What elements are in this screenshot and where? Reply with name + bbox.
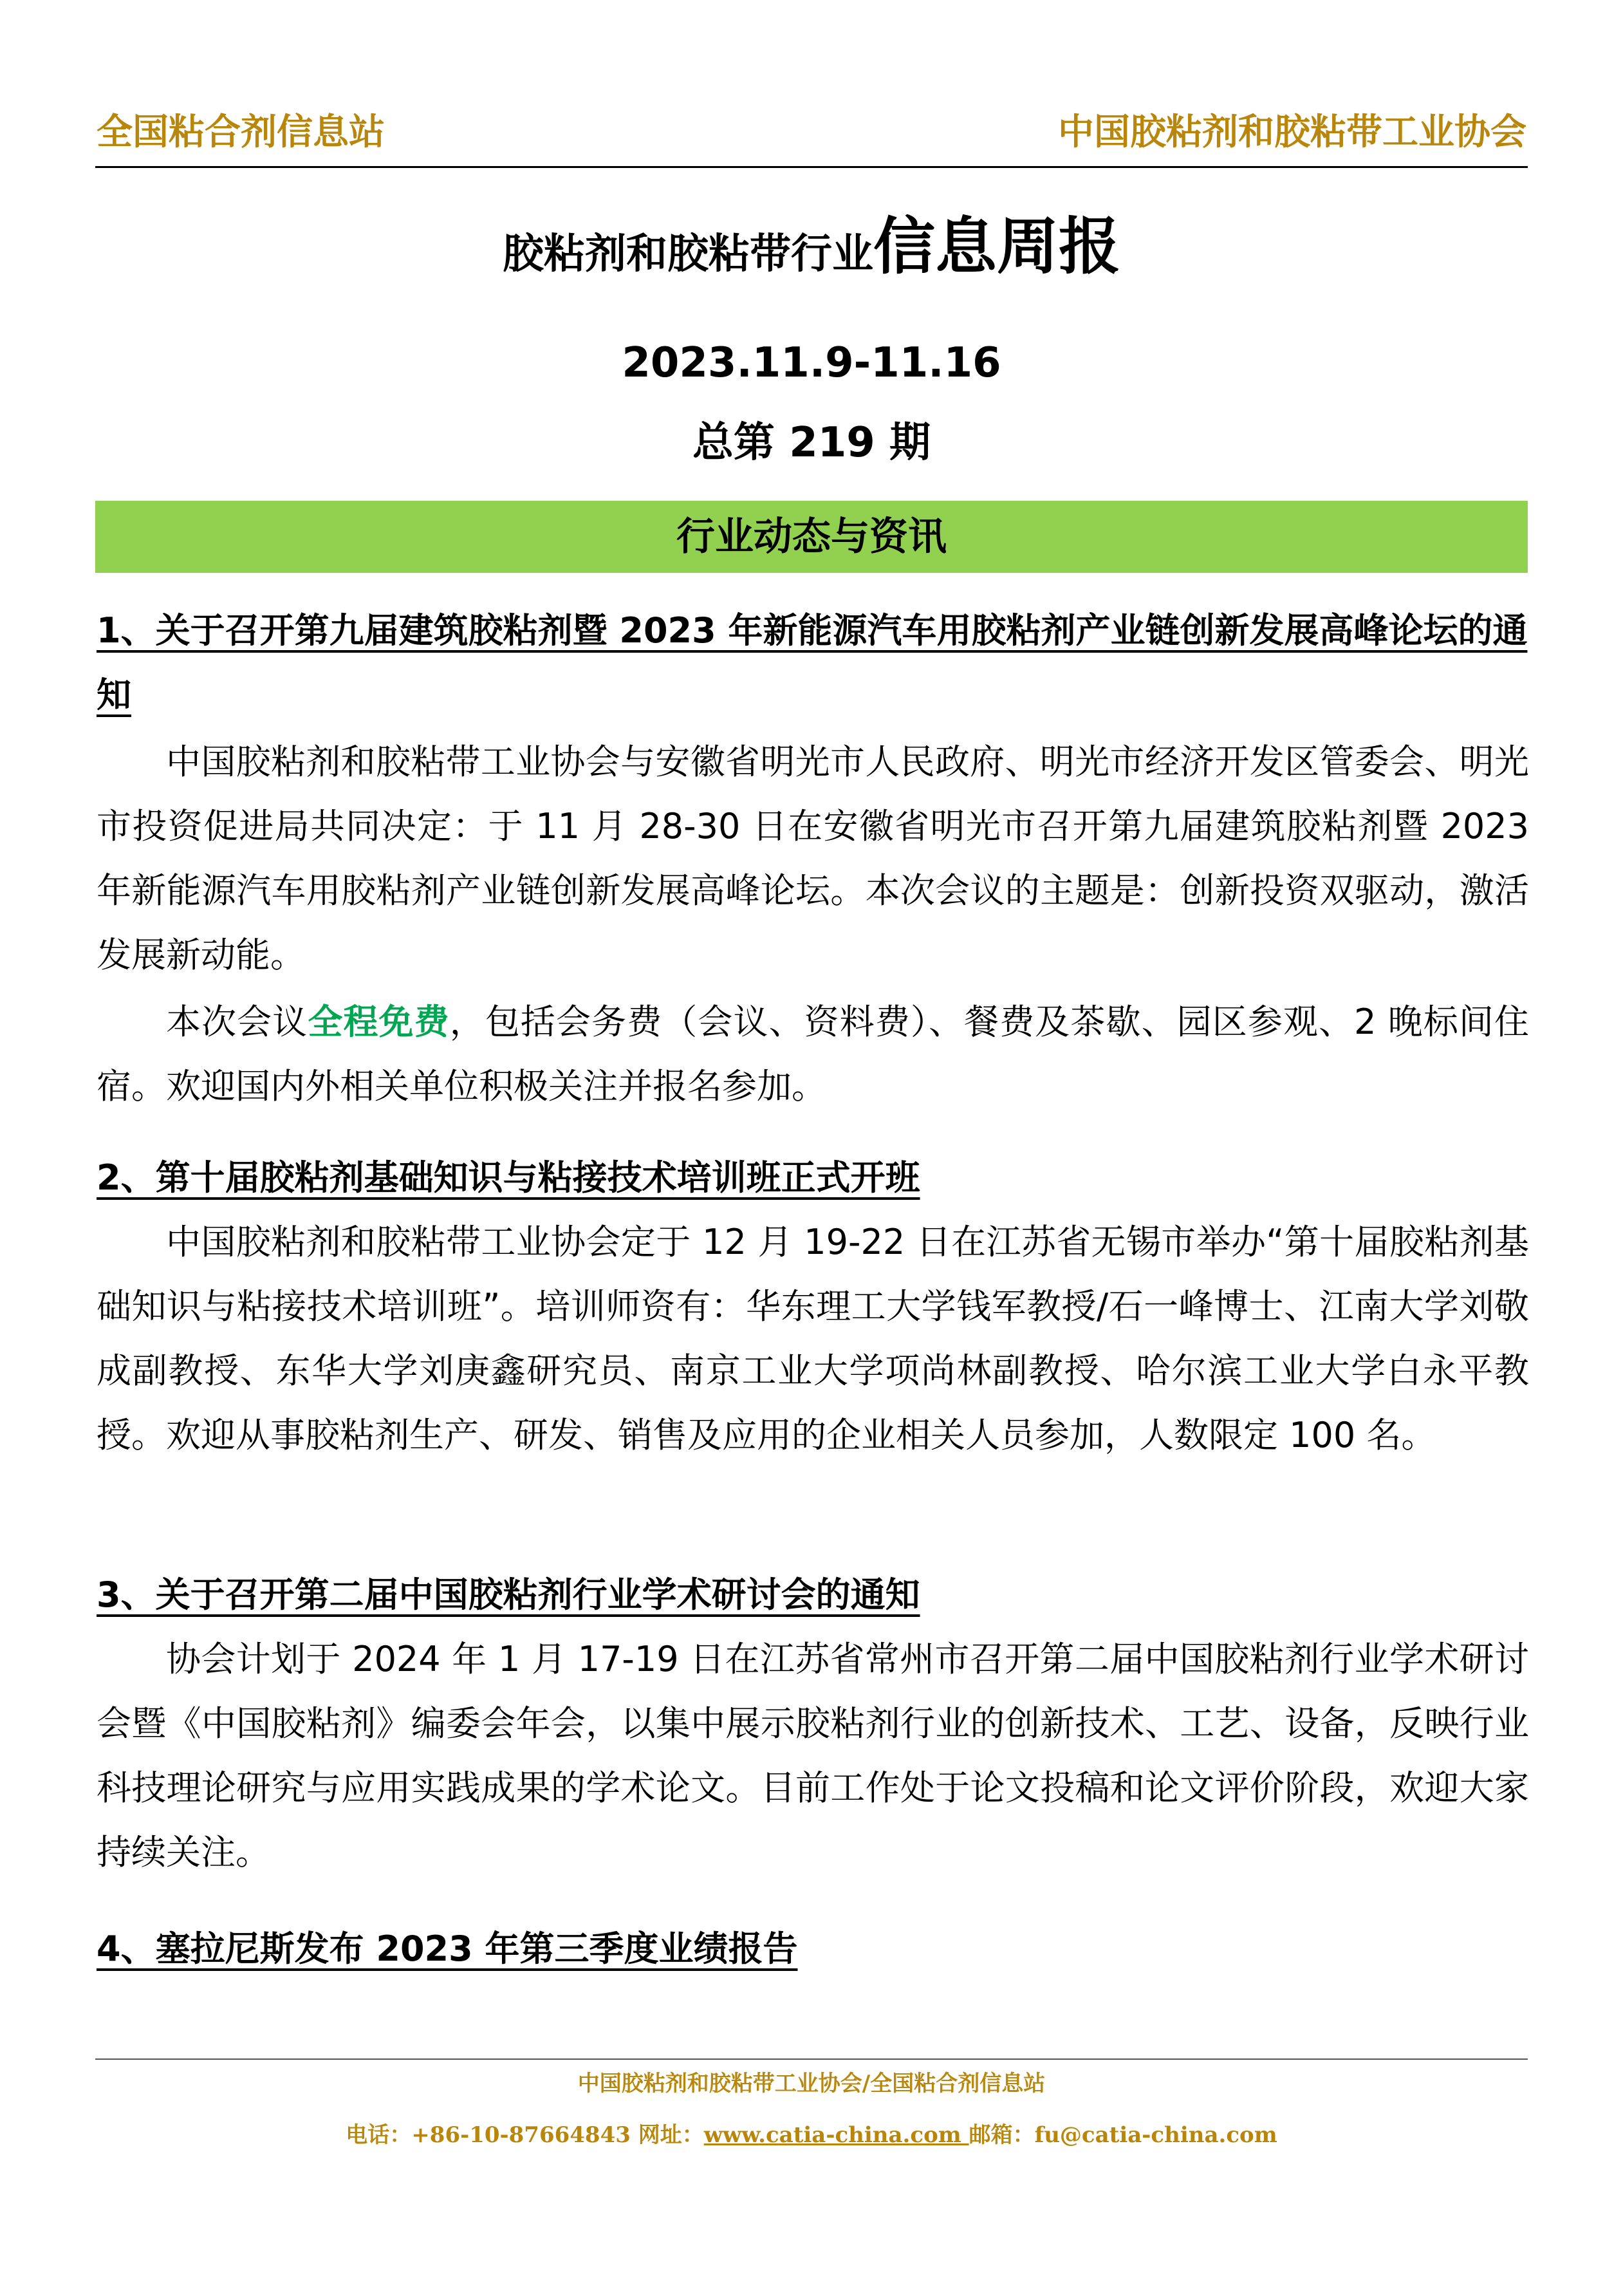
article-1-p2-post: ，包括会务费（会议、资料费）、餐费及茶歇、园区参观、2 晚标间住宿。欢迎国内外相关单位积极关注并报名参加。 [97, 1002, 1530, 1106]
footer-rule [95, 2058, 1528, 2060]
article-3-paragraph-1: 协会计划于 2024 年 1 月 17-19 日在江苏省常州市召开第二届中国胶粘剂行业学术研讨会暨《中国胶粘剂》编委会年会，以集中展示胶粘剂行业的创新技术、工艺、设备，反映行业科技理论研究与应用实践成果的学术论文。目前工作处于论文投稿和论文评价阶段，欢迎大家持续关注。 [97, 1639, 1529, 1872]
footer-org: 中国胶粘剂和胶粘带工业协会/全国粘合剂信息站 [577, 2071, 1046, 2096]
footer-contact [0, 2118, 1623, 2152]
article-1-heading[interactable]: 1、关于召开第九届建筑胶粘剂暨 2023 年新能源汽车用胶粘剂产业链创新发展高峰论坛的通知 [97, 610, 1528, 715]
free-highlight: 全程免费 [308, 1002, 450, 1042]
article-3-heading[interactable]: 3、关于召开第二届中国胶粘剂行业学术研讨会的通知 [97, 1574, 920, 1615]
article-4-heading[interactable]: 4、塞拉尼斯发布 2023 年第三季度业绩报告 [97, 1928, 798, 1969]
article-1-paragraph-1: 中国胶粘剂和胶粘带工业协会与安徽省明光市人民政府、明光市经济开发区管委会、明光市投资促进局共同决定：于 11 月 28-30 日在安徽省明光市召开第九届建筑胶粘剂暨 2023 年新能源汽车用胶粘剂产业链创新发展高峰论坛。本次会议的主题是：创新投资双驱动，激活发展新动能。 [97, 742, 1529, 975]
section-heading: 行业动态与资讯 [95, 501, 1528, 573]
article-1-p2-pre: 本次会议 [166, 1002, 308, 1042]
article-2-paragraph-1: 中国胶粘剂和胶粘带工业协会定于 12 月 19-22 日在江苏省无锡市举办“第十届胶粘剂基础知识与粘接技术培训班”。培训师资有：华东理工大学钱军教授/石一峰博士、江南大学刘敬成副教授、东华大学刘庚鑫研究员、南京工业大学项尚林副教授、哈尔滨工业大学白永平教授。欢迎从事胶粘剂生产、研发、销售及应用的企业相关人员参加，人数限定 100 名。 [97, 1222, 1529, 1455]
page-title [0, 210, 1623, 283]
issue-number: 总第 219 期 [692, 419, 931, 467]
footer-phone: 电话：+86-10-87664843 网址： [346, 2122, 704, 2148]
article-1-paragraph-2 [97, 990, 1529, 1119]
title-small: 胶粘剂和胶粘带行业 [503, 230, 873, 278]
issue-date: 2023.11.9-11.16 [622, 339, 1001, 387]
title-big: 信息周报 [873, 210, 1120, 283]
header-rule [95, 166, 1528, 168]
header-right-title: 中国胶粘剂和胶粘带工业协会 [1058, 111, 1526, 153]
website-link[interactable]: www.catia-china.com [703, 2122, 969, 2148]
header-left-title: 全国粘合剂信息站 [97, 111, 385, 153]
article-2-heading[interactable]: 2、第十届胶粘剂基础知识与粘接技术培训班正式开班 [97, 1157, 920, 1198]
footer-email[interactable]: 邮箱：fu@catia-china.com [969, 2122, 1277, 2148]
